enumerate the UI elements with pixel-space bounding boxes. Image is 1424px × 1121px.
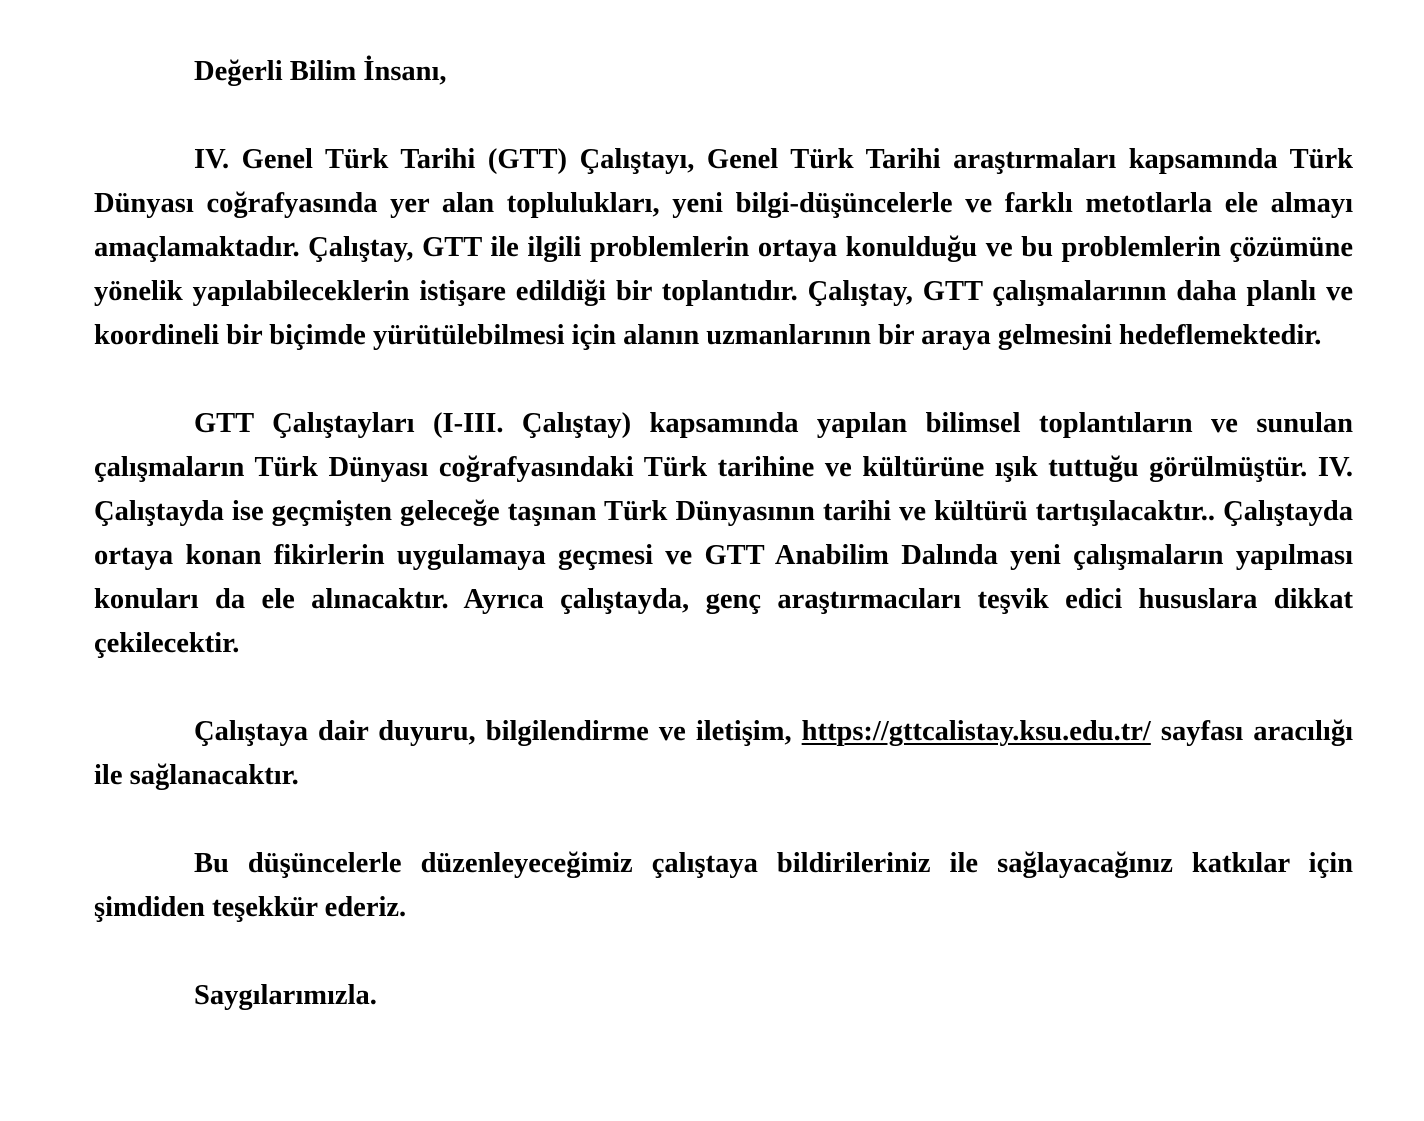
contact-text-before: Çalıştaya dair duyuru, bilgilendirme ve iletişim, xyxy=(194,716,802,747)
greeting: Değerli Bilim İnsanı, xyxy=(194,56,447,87)
paragraph-thanks: Bu düşüncelerle düzenleyeceğimiz çalıştaya bildirileriniz ile sağlayacağınız katkılar için şimdiden teşekkür ederiz. xyxy=(94,848,1353,923)
paragraph-contact xyxy=(94,710,1353,798)
website-link[interactable]: https://gttcalistay.ksu.edu.tr/ xyxy=(801,716,1151,747)
paragraph-previous-workshops: GTT Çalıştayları (I-III. Çalıştay) kapsamında yapılan bilimsel toplantıların ve sunulan çalışmaların Türk Dünyası coğrafyasındaki Türk tarihine ve kültürüne ışık tuttuğu görülmüştür. IV. Çalıştayda ise geçmişten geleceğe taşınan Türk Dünyasının tarihi ve kültürü tartışılacaktır.. Çalıştayda ortaya konan fikirlerin uygulamaya geçmesi ve GTT Anabilim Dalında yeni çalışmaların yapılması konuları da ele alınacaktır. Ayrıca çalıştayda, genç araştırmacıları teşvik edici hususlara dikkat çekilecektir. xyxy=(94,408,1353,659)
paragraph-purpose: IV. Genel Türk Tarihi (GTT) Çalıştayı, Genel Türk Tarihi araştırmaları kapsamında Türk Dünyası coğrafyasında yer alan toplulukları, yeni bilgi-düşüncelerle ve farklı metotlarla ele almayı amaçlamaktadır. Çalıştay, GTT ile ilgili problemlerin ortaya konulduğu ve bu problemlerin çözümüne yönelik yapılabileceklerin istişare edildiği bir toplantıdır. Çalıştay, GTT çalışmalarının daha planlı ve koordineli bir biçimde yürütülebilmesi için alanın uzmanlarının bir araya gelmesini hedeflemektedir. xyxy=(94,144,1353,351)
letter-body xyxy=(94,50,1353,1018)
contact-text-after: sayfası aracılığı ile sağlanacaktır. xyxy=(94,716,1353,791)
closing: Saygılarımızla. xyxy=(194,980,377,1011)
